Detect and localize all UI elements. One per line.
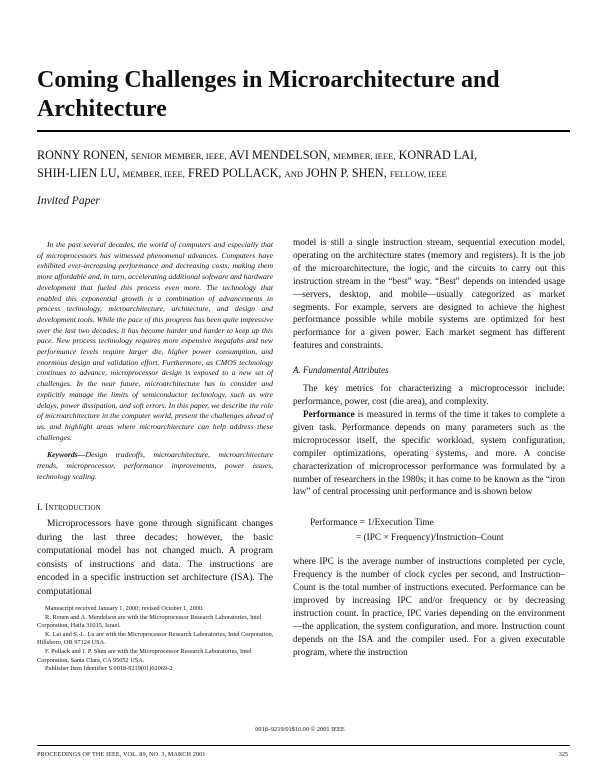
author-name: SHIH-LIEN LU, xyxy=(37,166,120,180)
footnote-publisher-id: Publisher Item Identifier S 0018-9219(01)02069-2. xyxy=(45,665,174,673)
author-name: FRED POLLACK, xyxy=(188,166,282,180)
left-column xyxy=(37,240,273,598)
paper-title: Coming Challenges in Microarchitecture and Architecture xyxy=(37,67,500,122)
author-list xyxy=(37,147,570,183)
section-heading-initial: I xyxy=(45,502,49,513)
invited-paper-label: Invited Paper xyxy=(37,195,100,207)
keywords xyxy=(37,450,273,482)
keywords-label: Keywords— xyxy=(47,450,86,460)
footnote-affiliation: F. Pollack and J. P. Shen are with the Microprocessor Research Laboratories, Intel Corporation, Santa Clara, CA 95052 USA. xyxy=(37,647,252,664)
footnote-affiliation: R. Ronen and A. Mendelson are with the Microprocessor Research Laboratories, Intel Corporation, Haifa 31015, Israel. xyxy=(37,613,262,630)
equation-line-2: = (IPC × Frequency)/Instruction–Count xyxy=(356,533,504,544)
author-line-1 xyxy=(37,147,570,165)
right-column xyxy=(293,237,565,660)
subsection-heading: A. Fundamental Attributes xyxy=(293,365,389,376)
author-grade: MEMBER, IEEE, xyxy=(333,151,396,161)
copyright-line: 0018–9219/01$10.00 © 2001 IEEE xyxy=(255,726,345,733)
abstract: In the past several decades, the world of computers and especially that of microprocessors has witnessed phenomenal advances. Computers have exhibited ever-increasing performance and decreasing costs, making them more affordable and, in turn, accelerating additional software and hardware development that fueled this process even more. The technology that enabled this exponential growth is a combination of advancements in process technology, microarchitecture, architecture, and design and development tools. While the pace of this progress has been quite impressive over the last two decades, it has become harder and harder to keep up this pace. New process technology requires more expensive megafabs and new performance levels require larger die, higher power consumption, and enormous design and validation effort. Furthermore, as CMOS technology continues to advance, microprocessor design is exposed to a new set of challenges. In the near future, microarchitecture has to consider and explicitly manage the limits of semiconductor technology, such as wire delays, power dissipation, and soft errors. In this paper, we describe the role of microarchitecture in the computer world, present the challenges ahead of us, and highlight areas where microarchitecture can help address these challenges. xyxy=(37,240,273,442)
author-name: JOHN P. SHEN, xyxy=(306,166,387,180)
footnote-affiliation: K. Lai and S.-L. Lu are with the Microprocessor Research Laboratories, Intel Corporation, Hillsboro, OR 97124 USA. xyxy=(37,630,274,647)
footnote-received: Manuscript received January 1, 2000; revised October 1, 2000. xyxy=(45,605,204,612)
keywords-text: Design tradeoffs, microarchitecture, microarchitecture trends, microprocessor, performance improvements, power issues, technology scaling. xyxy=(37,450,273,481)
author-grade: SENIOR MEMBER, IEEE, xyxy=(131,151,227,161)
author-conjunction: AND xyxy=(284,169,304,179)
intro-paragraph: Microprocessors have gone through significant changes during the last three decades; however, the basic computational model has not changed much. A program consists of instructions and data. The instructions are encoded in a specific instruction set architecture (ISA). The computational xyxy=(37,518,273,597)
body-paragraph xyxy=(293,409,565,499)
equation-line-1: Performance = 1/Execution Time xyxy=(310,518,434,529)
footnotes xyxy=(37,605,275,674)
page-number: 325 xyxy=(558,751,568,758)
journal-citation: PROCEEDINGS OF THE IEEE, VOL. 89, NO. 3, MARCH 2001 xyxy=(37,751,206,758)
author-grade: MEMBER, IEEE, xyxy=(122,169,185,179)
body-paragraph: The key metrics for characterizing a microprocessor include: performance, power, cost (die area), and complexity. xyxy=(293,384,565,408)
iron-law-equation xyxy=(293,516,565,546)
section-heading-rest: NTRODUCTION xyxy=(48,504,102,513)
body-paragraph: where IPC is the average number of instructions completed per cycle, Frequency is the number of clock cycles per second, and Instruction–Count is the total number of instructions executed. Performance can be improved by increasing IPC and/or frequency or by decreasing instruction count. In practice, IPC varies depending on the environment—the application, the system configuration, and more. Instruction count depends on the ISA and the compiler used. For a given executable program, where the instruction xyxy=(293,557,565,658)
performance-term: Performance xyxy=(303,409,355,420)
author-name: KONRAD LAI, xyxy=(398,148,478,162)
author-name: RONNY RONEN, xyxy=(37,148,128,162)
section-heading-introduction xyxy=(37,502,273,512)
section-number: I. xyxy=(37,502,43,513)
body-paragraph: model is still a single instruction stream, sequential execution model, operating on the architecture states (memory and registers). It is the job of the microarchitecture, the logic, and the circuits to carry out this instruction stream in the “best” way. “Best” depends on intended usage—servers, desktop, and mobile—usually categorized as market segments. For example, servers are designed to achieve the highest performance possible while mobile systems are optimized for best performance for a given power. Each market segment has different features and constraints. xyxy=(293,238,565,352)
author-name: AVI MENDELSON, xyxy=(228,148,331,162)
footer-rule xyxy=(37,745,570,746)
author-grade: FELLOW, IEEE xyxy=(389,169,447,179)
author-line-2 xyxy=(37,165,570,183)
title-rule xyxy=(37,130,570,132)
performance-text: is measured in terms of the time it takes to complete a given task. Performance depends on many parameters such as the microprocessor itself, the specific workload, system configuration, compiler optimizations, operating systems, and more. A concise characterization of microprocessor performance was formulated by a number of researchers in the 1980s; it has come to be known as the “iron law” of central processing unit performance and is shown below xyxy=(293,409,565,498)
